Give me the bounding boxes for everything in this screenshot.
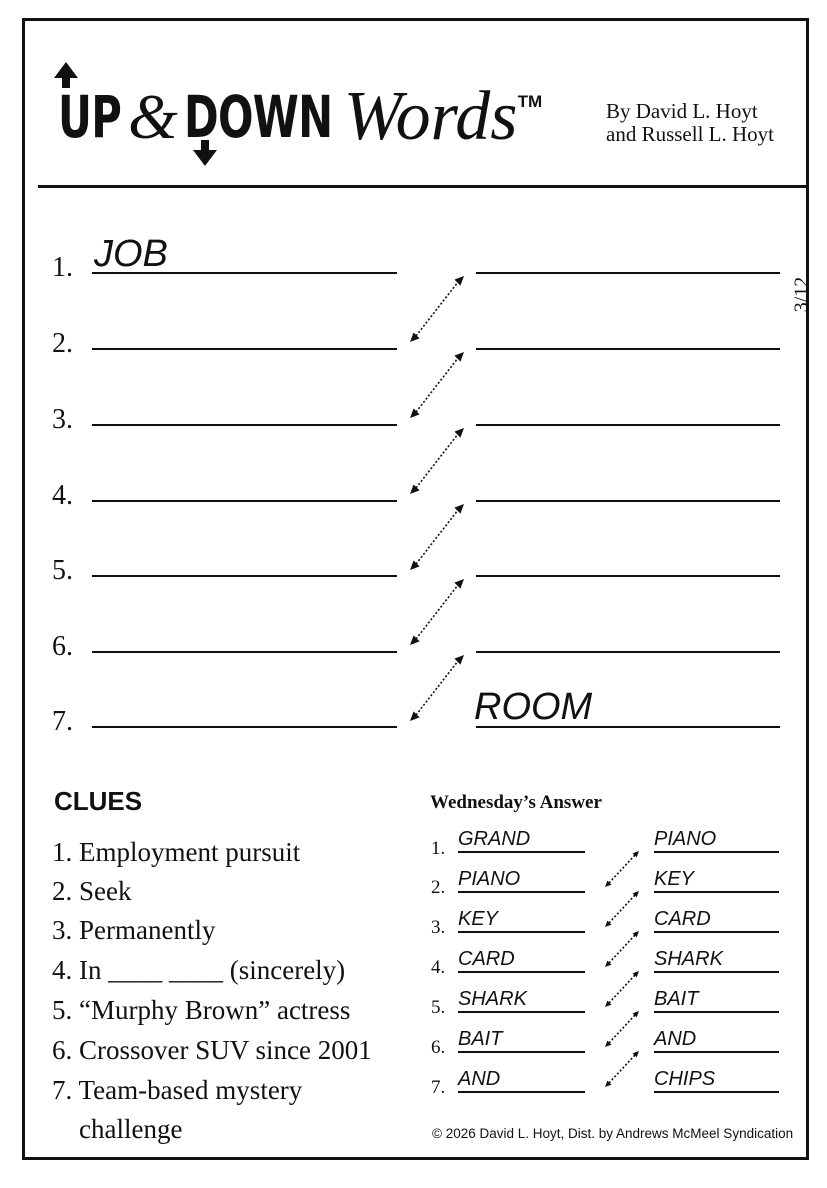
answer-right-word: KEY bbox=[654, 867, 779, 893]
clue-item-continuation: challenge bbox=[79, 1114, 183, 1144]
double-arrow-icon bbox=[410, 655, 464, 721]
answer-row-number: 3. bbox=[431, 917, 446, 938]
byline bbox=[606, 100, 774, 146]
right-answer-line[interactable] bbox=[476, 575, 780, 577]
right-answer-line[interactable] bbox=[476, 348, 780, 350]
double-arrow-icon bbox=[605, 851, 639, 887]
right-answer-line[interactable] bbox=[476, 272, 780, 274]
answer-right-word: BAIT bbox=[654, 987, 779, 1013]
double-arrow-icon bbox=[410, 276, 464, 342]
logo-ampersand: & bbox=[128, 81, 178, 152]
answer-left-word: KEY bbox=[458, 907, 585, 933]
logo-words: Words bbox=[343, 78, 518, 155]
copyright-notice: © 2026 David L. Hoyt, Dist. by Andrews McMeel Syndication bbox=[432, 1126, 794, 1141]
given-word-right: ROOM bbox=[474, 686, 593, 728]
left-answer-line[interactable] bbox=[92, 424, 397, 426]
clue-item: 7. Team-based mystery bbox=[52, 1075, 303, 1105]
clue-item: 1. Employment pursuit bbox=[52, 837, 301, 867]
answer-left-word: GRAND bbox=[458, 827, 585, 853]
row-number: 4. bbox=[52, 480, 73, 511]
right-answer-line[interactable] bbox=[476, 651, 780, 653]
answer-row-number: 7. bbox=[431, 1077, 446, 1098]
left-answer-line[interactable] bbox=[92, 500, 397, 502]
answer-right-word: AND bbox=[654, 1027, 779, 1053]
answer-row-number: 4. bbox=[431, 957, 446, 978]
left-answer-line[interactable] bbox=[92, 348, 397, 350]
answer-left-word: BAIT bbox=[458, 1027, 585, 1053]
answer-row-number: 6. bbox=[431, 1037, 446, 1058]
row-number: 7. bbox=[52, 706, 73, 737]
answer-left-word: SHARK bbox=[458, 987, 585, 1013]
byline-line-1: By David L. Hoyt bbox=[606, 99, 758, 123]
double-arrow-icon bbox=[410, 504, 464, 570]
logo-up: UP bbox=[58, 83, 122, 151]
clue-item: 4. In ____ ____ (sincerely) bbox=[52, 955, 346, 985]
header-divider bbox=[38, 185, 808, 188]
answer-left-word: AND bbox=[458, 1067, 585, 1093]
clue-item: 2. Seek bbox=[52, 876, 132, 906]
previous-answer-heading: Wednesday’s Answer bbox=[430, 792, 602, 813]
answer-row-number: 5. bbox=[431, 997, 446, 1018]
left-answer-line[interactable] bbox=[92, 726, 397, 728]
answer-right-word: SHARK bbox=[654, 947, 779, 973]
double-arrow-icon bbox=[410, 352, 464, 418]
row-number: 5. bbox=[52, 555, 73, 586]
double-arrow-icon bbox=[605, 971, 639, 1007]
clues-heading: CLUES bbox=[54, 786, 143, 816]
left-answer-line[interactable] bbox=[92, 575, 397, 577]
double-arrow-icon bbox=[605, 1011, 639, 1047]
given-word-left: JOB bbox=[94, 233, 168, 275]
clue-item: 5. “Murphy Brown” actress bbox=[52, 995, 351, 1025]
answer-right-word: CHIPS bbox=[654, 1067, 779, 1093]
logo-down: DOWN bbox=[183, 83, 333, 151]
answer-left-word: PIANO bbox=[458, 867, 585, 893]
answer-right-word: CARD bbox=[654, 907, 779, 933]
row-number: 2. bbox=[52, 328, 73, 359]
right-answer-line[interactable] bbox=[476, 500, 780, 502]
logo bbox=[58, 62, 542, 172]
byline-line-2: and Russell L. Hoyt bbox=[606, 122, 774, 146]
double-arrow-icon bbox=[605, 931, 639, 967]
double-arrow-icon bbox=[605, 891, 639, 927]
row-number: 3. bbox=[52, 404, 73, 435]
double-arrow-icon bbox=[605, 1051, 639, 1087]
answer-row-number: 2. bbox=[431, 877, 446, 898]
double-arrow-icon bbox=[410, 579, 464, 645]
double-arrow-icon bbox=[410, 428, 464, 494]
answer-left-word: CARD bbox=[458, 947, 585, 973]
row-number: 6. bbox=[52, 631, 73, 662]
answer-right-word: PIANO bbox=[654, 827, 779, 853]
clue-item: 6. Crossover SUV since 2001 bbox=[52, 1035, 372, 1065]
clue-item: 3. Permanently bbox=[52, 915, 216, 945]
answer-row-number: 1. bbox=[431, 838, 446, 859]
trademark: TM bbox=[517, 92, 543, 111]
date-label: 3/12 bbox=[790, 276, 813, 313]
row-number: 1. bbox=[52, 252, 73, 283]
right-answer-line[interactable] bbox=[476, 424, 780, 426]
left-answer-line[interactable] bbox=[92, 651, 397, 653]
